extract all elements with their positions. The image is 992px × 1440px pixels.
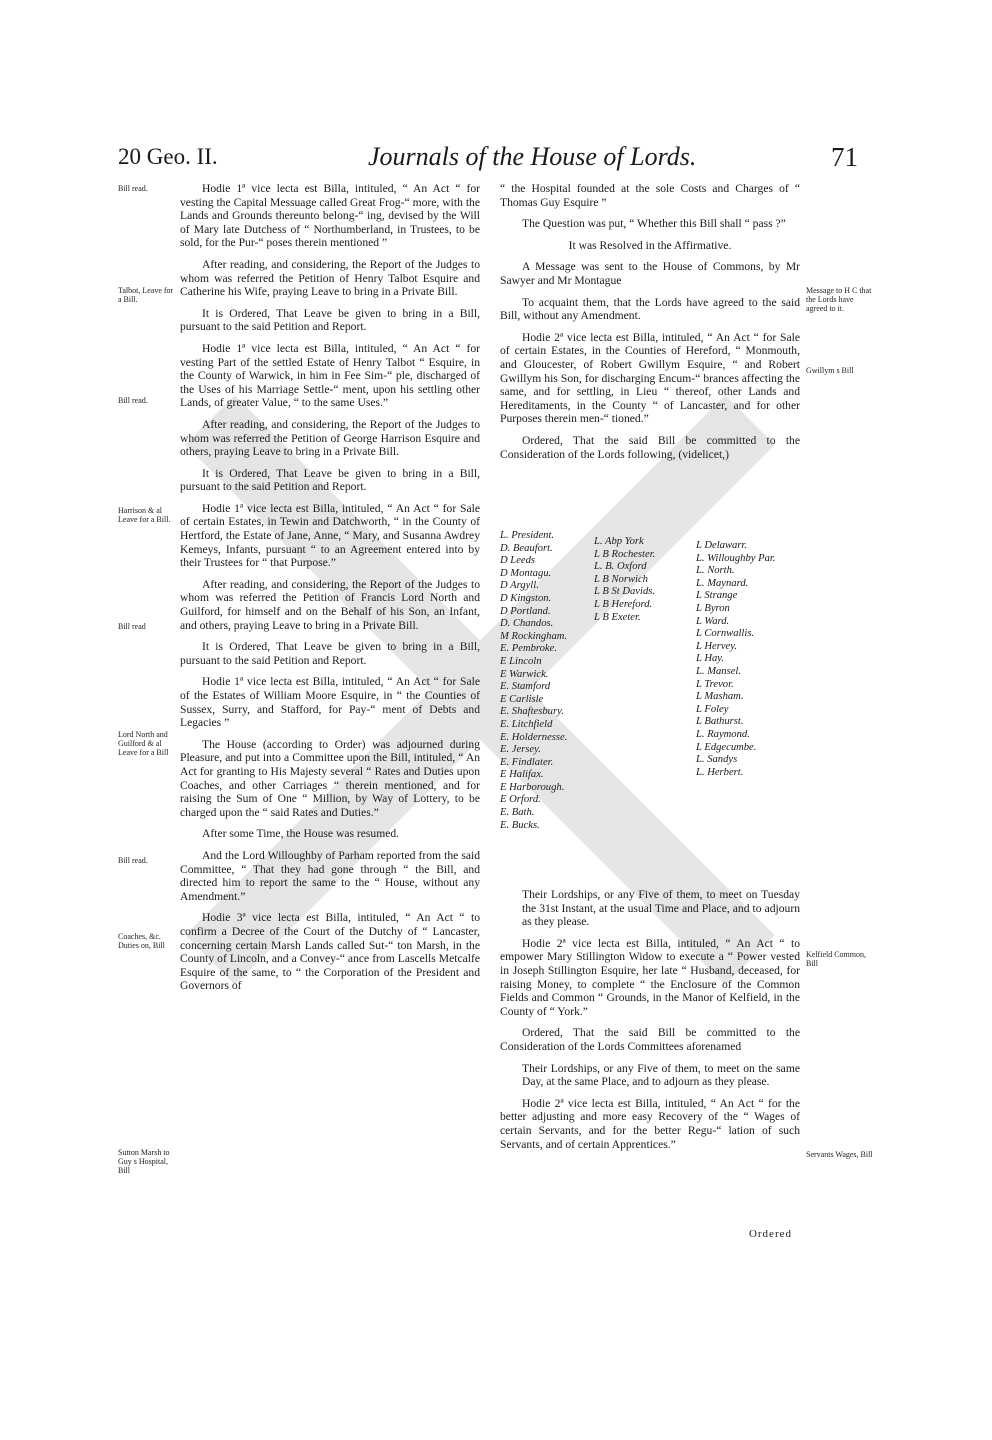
lords-list-col1 xyxy=(500,530,567,832)
lord-name: L B Hereford. xyxy=(594,598,653,610)
lord-name: E Harborough. xyxy=(500,781,565,793)
lord-name: D Portland. xyxy=(500,605,551,617)
lord-name: L Edgecumbe. xyxy=(696,741,757,753)
lord-name: E. Litchfield xyxy=(500,718,553,730)
left-column xyxy=(180,182,480,1001)
question: The Question was put, “ Whether this Bill shall “ pass ?” xyxy=(522,217,786,231)
lord-name: L Foley xyxy=(696,703,729,715)
paragraph: And the Lord Willoughby of Parham reported from the said Committee, “ That they had gone through “ the Bill, and directed him to report the same to the “ House, without any Amendment.” xyxy=(180,848,480,903)
margin-note: Kelfield Common, Bill xyxy=(806,950,866,968)
lord-name: E Carlisle xyxy=(500,693,544,705)
lords-list-col2 xyxy=(594,536,655,624)
paragraph: Hodie 1ª vice lecta est Billa, intituled, “ An Act “ for Sale of the Estates of William Moore Esquire, in “ the Counties of Sussex, Surry, and Stafford, for Pay-“ ment of Debts and Legacies ” xyxy=(180,675,480,730)
journal-title: Journals of the House of Lords. xyxy=(368,142,697,171)
lord-name: E. Shaftesbury. xyxy=(500,706,564,718)
margin-note: Bill read. xyxy=(118,396,148,405)
lord-name: E. Pembroke. xyxy=(500,643,557,655)
paragraph: Hodie 1ª vice lecta est Billa, intituled, “ An Act “ for vesting Part of the settled Estate of Henry Talbot “ Esquire, in the County of Warwick, in him in Fee Sim-“ ple, discharged of the Uses of his Marriage Settle-“ ment, upon his settling other Lands, of greater Value, “ to the same Uses.” xyxy=(180,341,480,410)
lord-name: L. President. xyxy=(500,530,555,541)
margin-note: Gwillym s Bill xyxy=(806,366,854,375)
paragraph: “ the Hospital founded at the sole Costs and Charges of “ Thomas Guy Esquire ” xyxy=(500,182,800,209)
catchword: Ordered xyxy=(748,1228,792,1240)
paragraph: Hodie 1ª vice lecta est Billa, intituled, “ An Act “ for vesting the Capital Messuage called Great Frog-“ more, with the Lands and Grounds thereunto belong-“ ing, devised by the Will of Mary late Dutchess of “ Northumberland, in Trustees, to be sold, for the Pur-“ poses therein mentioned ” xyxy=(180,182,480,250)
lord-name: L. Herbert. xyxy=(696,766,744,778)
lord-name: L B Norwich xyxy=(594,573,648,585)
paragraph: The House (according to Order) was adjourned during Pleasure, and put into a Committee upon the Bill, intituled, “ An Act for granting to His Majesty several “ Rates and Duties upon Coaches, and other Carriages “ therein mentioned, and for raising the Sum of One “ Million, by Way of Lottery, to be charged upon the “ said Rates and Duties.” xyxy=(180,737,480,819)
lord-name: E. Stamford xyxy=(500,681,551,693)
lord-name: L Ward. xyxy=(696,615,730,627)
lord-name: D Argyll. xyxy=(500,580,539,592)
paragraph: After reading, and considering, the Report of the Judges to whom was referred the Petition of Francis Lord North and Guilford, for himself and on the Behalf of his Son, an Infant, and others, praying Leave to bring in a Private Bill. xyxy=(180,577,480,632)
paragraph: It is Ordered, That Leave be given to bring in a Bill, pursuant to the said Petition and Report. xyxy=(180,466,480,494)
lord-name: L Hay. xyxy=(696,653,725,665)
lord-name: E. Bath. xyxy=(500,807,535,819)
margin-note: Bill read. xyxy=(118,184,148,193)
margin-note: Coaches, &c. Duties on, Bill xyxy=(118,932,165,950)
paragraph: Hodie 3ª vice lecta est Billa, intituled, “ An Act “ to confirm a Decree of the Court of the Dutchy of “ Lancaster, concerning certain Marsh Lands called Sut-“ ton Marsh, in the County of Lincoln, and a Convey-“ ance from Lascells Metcalfe Esquire of the same, to “ the Corporation of the President and Governors of xyxy=(180,911,480,993)
margin-note: Talbot, Leave for a Bill. xyxy=(118,286,174,304)
paragraph: After some Time, the House was resumed. xyxy=(202,827,400,841)
paragraph: After reading, and considering, the Report of the Judges to whom was referred the Petition of Henry Talbot Esquire and Catherine his Wife, praying Leave to bring in a Private Bill. xyxy=(180,257,480,299)
lord-name: D. Beaufort. xyxy=(500,542,553,554)
lord-name: M Rockingham. xyxy=(500,630,568,642)
lord-name: E. Findlater. xyxy=(500,756,554,768)
paragraph: A Message was sent to the House of Commons, by Mr Sawyer and Mr Montague xyxy=(500,260,800,287)
lord-name: L. North. xyxy=(696,565,735,577)
lord-name: L B St Davids. xyxy=(594,586,656,598)
lord-name: L. Mansel. xyxy=(696,665,742,677)
lord-name: E. Holdernesse. xyxy=(500,731,568,743)
margin-note: Message to H C that the Lords have agreed to it. xyxy=(806,286,872,313)
lord-name: L B Rochester. xyxy=(594,548,656,560)
right-column-top xyxy=(500,182,800,469)
lord-name: L Byron xyxy=(696,602,730,614)
lord-name: L. Willoughby Par. xyxy=(696,552,776,564)
paragraph: Ordered, That the said Bill be committed to the Consideration of the Lords Committees aforenamed xyxy=(500,1026,800,1053)
lord-name: D Leeds xyxy=(500,555,536,567)
resolution: It was Resolved in the Affirmative. xyxy=(568,238,732,252)
margin-note: Bill read. xyxy=(118,856,148,865)
page-header xyxy=(118,142,858,182)
lord-name: L. Raymond. xyxy=(696,728,750,740)
lord-name: E Halifax. xyxy=(500,769,544,781)
margin-note: Bill read xyxy=(118,622,146,631)
margin-note: Harrison & al Leave for a Bill. xyxy=(118,506,171,524)
lord-name: L Cornwallis. xyxy=(696,628,755,640)
paragraph: It is Ordered, That Leave be given to bring in a Bill, pursuant to the said Petition and Report. xyxy=(180,306,480,334)
paragraph: Hodie 1ª vice lecta est Billa, intituled, “ An Act “ for Sale of certain Estates, in Tewin and Datchworth, “ in the County of Hertford, the Estate of Jane, Anne, “ Mary, and Susanna Awdrey Kemeys, Infants, pursuant “ to an Agreement entered into by their Trustees for “ that Purpose.” xyxy=(180,501,480,570)
margin-note: Sutton Marsh to Guy s Hospital, Bill xyxy=(118,1148,170,1175)
lord-name: L. Abp York xyxy=(594,536,644,547)
lord-name: L Masham. xyxy=(696,691,744,703)
lords-list-col3 xyxy=(696,540,775,779)
lord-name: D Kingston. xyxy=(500,592,552,604)
lord-name: L B Exeter. xyxy=(594,611,641,623)
margin-note: Servants Wages, Bill xyxy=(806,1150,873,1159)
lord-name: E. Jersey. xyxy=(500,744,541,756)
paragraph: Their Lordships, or any Five of them, to meet on Tuesday the 31st Instant, at the usual Time and Place, and to adjourn as they please. xyxy=(522,888,800,929)
lord-name: D Montagu. xyxy=(500,567,552,579)
regnal-year: 20 Geo. II. xyxy=(118,144,218,169)
lord-name: L Hervey. xyxy=(696,640,737,652)
lord-name: D. Chandos. xyxy=(500,618,554,630)
paragraph: Ordered, That the said Bill be committed to the Consideration of the Lords following, (videlicet,) xyxy=(500,433,800,461)
lord-name: E Warwick. xyxy=(500,668,549,680)
paragraph: After reading, and considering, the Report of the Judges to whom was referred the Petition of George Harrison Esquire and others, praying Leave to bring in a Private Bill. xyxy=(180,417,480,459)
lord-name: L Bathurst. xyxy=(696,716,744,728)
paragraph: It is Ordered, That Leave be given to bring in a Bill, pursuant to the said Petition and Report. xyxy=(180,640,480,667)
lord-name: L Delawarr. xyxy=(696,540,748,551)
paragraph: Hodie 2ª vice lecta est Billa, intituled, “ An Act “ for the better adjusting and more easy Recovery of the “ Wages of certain Servants, and for the better Regu-“ lation of such Servants, and of certain Apprentices.” xyxy=(500,1096,800,1151)
paragraph: Their Lordships, or any Five of them, to meet on the same Day, at the same Place, and to adjourn as they please. xyxy=(522,1061,800,1089)
paragraph: To acquaint them, that the Lords have agreed to the said Bill, without any Amendment. xyxy=(500,295,800,323)
lord-name: L. B. Oxford xyxy=(594,561,647,573)
page-number: 71 xyxy=(831,142,858,172)
lord-name: L. Maynard. xyxy=(696,577,749,589)
right-column-bottom xyxy=(500,888,800,1159)
paragraph: Hodie 2ª vice lecta est Billa, intituled, “ An Act “ for Sale of certain Estates, in the Counties of Hereford, “ Monmouth, and Gloucester, of Robert Gwillym Esquire, “ and Robert Gwillym his Son, for discharging Encum-“ brances affecting the same, and for settling, in Lieu “ thereof, other Lands and Hereditaments, in the County “ of Lancaster, and for other Purposes therein men-“ tioned.” xyxy=(500,330,800,426)
margin-note: Lord North and Guilford & al Leave for a Bill xyxy=(118,730,169,757)
lord-name: L Trevor. xyxy=(696,678,734,690)
paragraph: Hodie 2ª vice lecta est Billa, intituled, “ An Act “ to empower Mary Stillington Widow to execute a “ Power vested in Joseph Stillington Esquire, her late “ Husband, deceased, for raising Money, to complete “ the Enclosure of the Common Fields and Common “ Grounds, in the Manor of Kelfield, in the County of “ York.” xyxy=(500,936,800,1018)
lord-name: E Orford. xyxy=(500,794,541,806)
lord-name: E Lincoln xyxy=(500,655,542,667)
lord-name: L. Sandys xyxy=(696,754,738,766)
lord-name: E. Bucks. xyxy=(500,819,540,831)
lord-name: L Strange xyxy=(696,590,738,602)
